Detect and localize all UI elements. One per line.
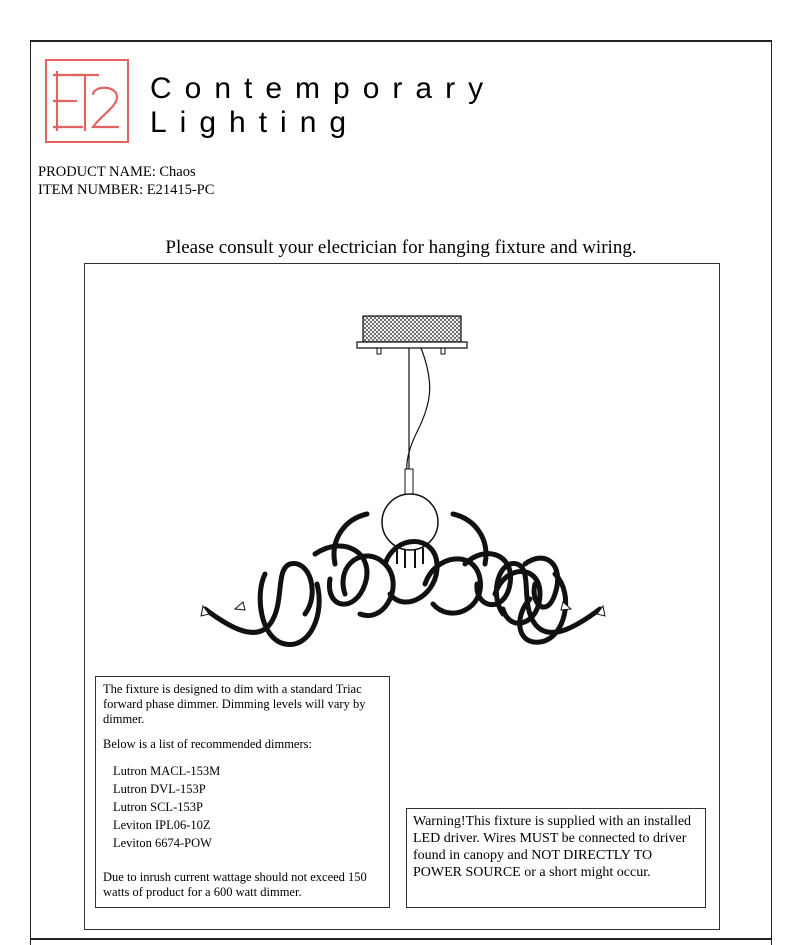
company-name-line2: Lighting [150, 106, 360, 139]
dimmer-list-heading: Below is a list of recommended dimmers: [103, 737, 312, 751]
product-name: PRODUCT NAME: Chaos [38, 164, 196, 180]
dimmer-list [103, 762, 382, 852]
list-item: Leviton 6674-POW [113, 836, 212, 850]
item-number: ITEM NUMBER: E21415-PC [38, 182, 215, 198]
et2-logo-mark [47, 61, 127, 141]
et2-logo [45, 59, 129, 143]
inrush-note: Due to inrush current wattage should not exceed 150 watts of product for a 600 watt dimmer. [103, 870, 367, 899]
list-item: Leviton IPL06-10Z [113, 818, 211, 832]
bottom-rule [30, 938, 772, 940]
warning-note-box [406, 808, 706, 908]
company-name-line1: Contemporary [150, 72, 497, 105]
product-info [38, 163, 214, 199]
canopy-mesh [363, 316, 461, 342]
consult-instruction: Please consult your electrician for hanging fixture and wiring. [165, 237, 637, 258]
dimmer-note-box [95, 676, 390, 908]
list-item: Lutron DVL-153P [113, 782, 206, 796]
list-item: Lutron SCL-153P [113, 800, 203, 814]
company-name [150, 72, 496, 140]
list-item: Lutron MACL-153M [113, 764, 221, 778]
warning-text: Warning!This fixture is supplied with an installed LED driver. Wires MUST be connected to driver found in canopy and NOT DIRECTLY TO POWER SOURCE or a short might occur. [413, 814, 692, 880]
dimmer-intro: The fixture is designed to dim with a standard Triac forward phase dimmer. Dimming levels will vary by dimmer. [103, 682, 366, 726]
